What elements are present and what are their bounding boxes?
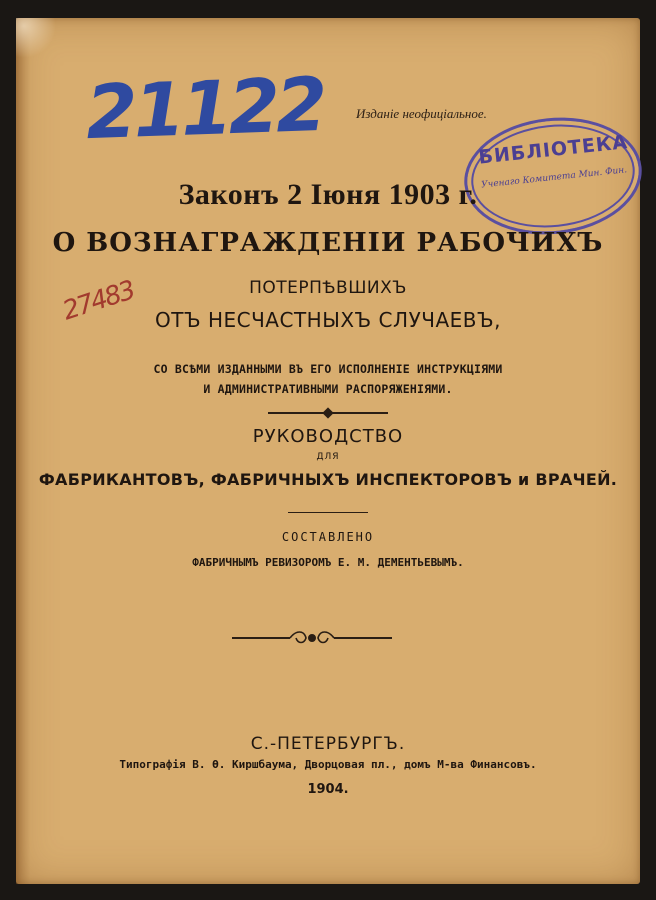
law-title: Законъ 2 Іюня 1903 г.: [178, 178, 478, 211]
worn-corner: [16, 18, 56, 58]
guide-for: ДЛЯ: [316, 452, 340, 462]
divider-rule-2: [288, 512, 368, 513]
guide-heading: РУКОВОДСТВО: [252, 426, 404, 447]
handwritten-margin-note: 27483: [59, 275, 138, 327]
title-line-5: СО ВСѢМИ ИЗДАННЫМИ ВЪ ЕГО ИСПОЛНЕНІЕ ИНСТРУКЦІЯМИ: [153, 362, 503, 376]
guide-audience: ФАБРИКАНТОВЪ, ФАБРИЧНЫХЪ ИНСПЕКТОРОВЪ и ВРАЧЕЙ.: [38, 470, 618, 489]
divider-rule-1: [268, 412, 388, 414]
stamp-title: БИБЛІОТЕКА: [477, 131, 630, 169]
title-line-6: И АДМИНИСТРАТИВНЫМИ РАСПОРЯЖЕНІЯМИ.: [203, 382, 453, 396]
ornament-divider: [232, 630, 392, 646]
stamp-subtitle: Ученаго Комитета Мин. Фин.: [480, 165, 628, 191]
imprint-printer: Типографія В. Ѳ. Киршбаума, Дворцовая пл., домъ М-ва Финансовъ.: [119, 758, 537, 771]
author-name: ФАБРИЧНЫМЪ РЕВИЗОРОМЪ Е. М. ДЕМЕНТЬЕВЫМЪ.: [192, 556, 464, 569]
edition-note: Изданіе неофиціальное.: [356, 106, 487, 121]
main-title: О ВОЗНАГРАЖДЕНІИ РАБОЧИХЪ: [52, 228, 604, 258]
library-stamp: [458, 109, 647, 243]
author-label: СОСТАВЛЕНО: [281, 530, 375, 544]
rule-ornament: [322, 407, 333, 418]
title-page: [16, 18, 640, 884]
imprint-year: 1904.: [307, 782, 349, 797]
title-line-3: ПОТЕРПѢВШИХЪ: [249, 278, 407, 298]
handwritten-inventory-number: 21122: [84, 61, 325, 157]
imprint-city: С.-ПЕТЕРБУРГЪ.: [250, 734, 406, 754]
title-line-4: ОТЪ НЕСЧАСТНЫХЪ СЛУЧАЕВЪ,: [154, 308, 502, 332]
